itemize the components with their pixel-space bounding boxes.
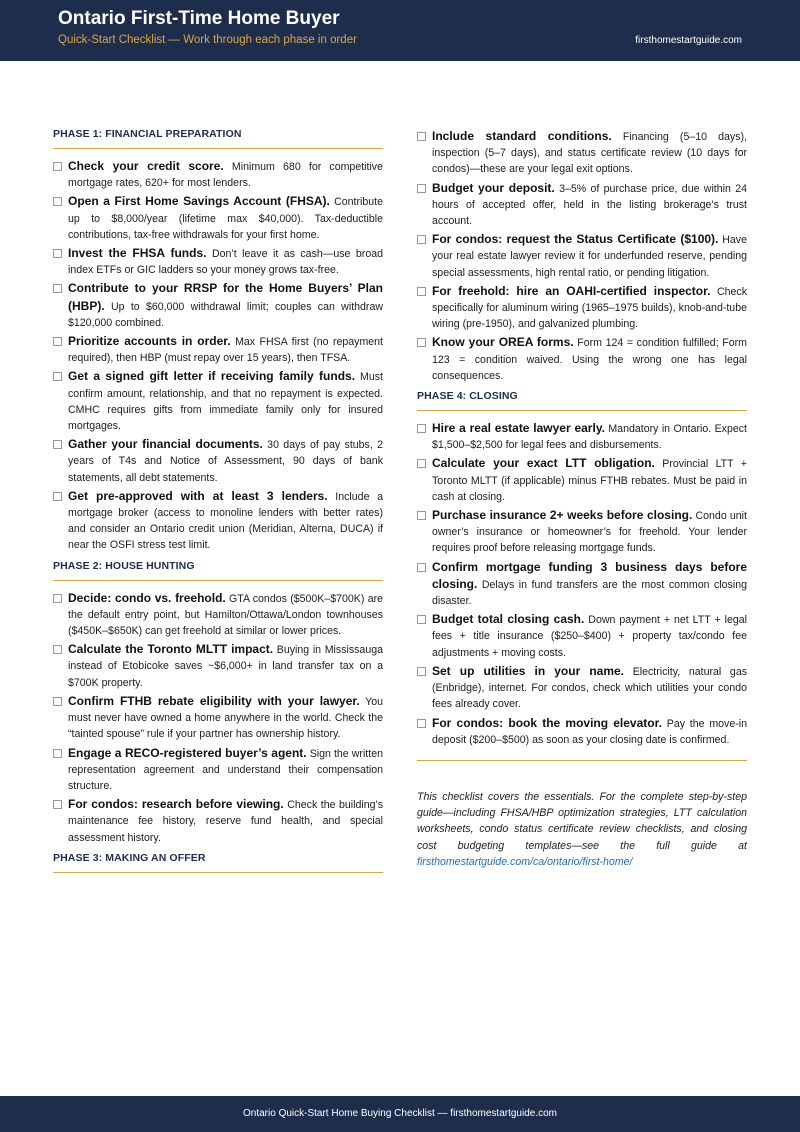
checklist-item [417,611,747,661]
item-text: Max FHSA first (no repayment required), then HBP (must repay over 15 years), then TFSA. [68,336,383,365]
checkbox[interactable] [53,749,62,758]
item-text: Up to $60,000 withdrawal limit; couples can withdraw $120,000 combined. [68,300,383,329]
footer [0,1096,800,1132]
item-text: Have your real estate lawyer review it for underfunded reserve, pending special assessments, high rental ratio, or pending litigation. [432,234,747,279]
phase-title: PHASE 1: FINANCIAL PREPARATION [53,128,383,149]
phase-3-items-section [417,128,747,384]
checklist-item [417,559,747,610]
checklist-item [417,231,747,281]
checkbox[interactable] [53,284,62,293]
item-lead: For condos: request the Status Certificate ($100). [432,232,719,247]
item-lead: Decide: condo vs. freehold. [68,590,226,605]
checklist-item [417,420,747,453]
closing-note-text: This checklist covers the essentials. For the complete step-by-step guide—including FHSA/HBP optimization strategies, LTT calculation worksheets, condo status certificate review checklists, and closing cost budgeting templates—see the full guide at [417,790,747,852]
checklist [53,590,383,846]
item-text: Check the building’s maintenance fee history, reserve fund health, and special assessment history. [68,799,384,844]
checklist-item [53,488,383,554]
item-lead: Calculate the Toronto MLTT impact. [68,642,274,657]
section-divider [417,760,747,761]
item-text: 3–5% of purchase price, due within 24 hours of accepted offer, held in the listing brokerage’s trust account. [432,182,747,228]
item-text: Contribute up to $8,000/year (lifetime max $40,000). Tax-deductible contributions, tax-free withdrawals for your first home. [68,196,383,241]
checkbox[interactable] [53,337,62,346]
item-lead: Budget total closing cash. [432,612,585,627]
item-text: Financing (5–10 days), inspection (5–7 days), and status certificate review (10 days for condos)—these are your legal exit options. [432,131,747,176]
left-column [53,128,383,882]
checkbox[interactable] [417,511,426,520]
item-lead: Get a signed gift letter if receiving family funds. [68,369,356,384]
footer-text: Ontario Quick-Start Home Buying Checklist — firsthomestartguide.com [243,1108,557,1119]
item-text: Don’t leave it as cash—use broad index ETFs or GIC ladders so your money grows tax-free. [68,248,384,277]
item-lead: Calculate your exact LTT obligation. [432,456,655,471]
item-lead: Get pre-approved with at least 3 lenders. [68,488,328,503]
item-lead: Check your credit score. [68,159,224,173]
checkbox[interactable] [53,440,62,449]
item-lead: Include standard conditions. [432,129,612,143]
item-text: Sign the written representation agreement and understand their compensation structure. [68,747,383,792]
item-text: Minimum 680 for competitive mortgage rates, 620+ for most lenders. [68,161,383,190]
checkbox[interactable] [53,697,62,706]
item-text: 30 days of pay stubs, 2 years of T4s and Notice of Assessment, 90 days of bank statements, all debt statements. [68,439,383,484]
checkbox[interactable] [417,132,426,141]
header-site-link[interactable]: firsthomestartguide.com [635,35,742,46]
checklist-item [53,590,383,640]
closing-note [417,789,747,870]
checkbox[interactable] [53,249,62,258]
phase-title: PHASE 2: HOUSE HUNTING [53,560,383,581]
checkbox[interactable] [417,287,426,296]
item-text: Delays in fund transfers are the most common closing disaster. [432,578,747,608]
item-text: Check specifically for aluminum wiring (1965–1975 builds), knob-and-tube wiring (pre-1950), and galvanized plumbing. [432,285,747,331]
item-lead: Engage a RECO-registered buyer’s agent. [68,745,307,760]
item-lead: Confirm mortgage funding 3 business days before closing. [432,559,747,591]
checklist-item [53,368,383,434]
checklist-item [417,663,747,713]
checkbox[interactable] [53,492,62,501]
phase-3-heading-section [53,852,383,873]
checklist-item [417,507,747,557]
checklist-item [53,158,383,191]
checklist-item [53,280,383,331]
item-lead: Hire a real estate lawyer early. [432,421,605,436]
item-text: Must confirm amount, relationship, and that no repayment is expected. CMHC requires gifts from immediate family only for insured mortgages. [68,371,383,433]
right-column [417,128,747,870]
item-text: Mandatory in Ontario. Expect $1,500–$2,500 for legal fees and disbursements. [432,423,747,452]
phase-title: PHASE 4: CLOSING [417,390,747,411]
item-lead: For condos: research before viewing. [68,797,284,812]
checkbox[interactable] [53,162,62,171]
item-lead: For condos: book the moving elevator. [432,715,662,730]
checkbox[interactable] [53,197,62,206]
page-subtitle: Quick-Start Checklist — Work through each phase in order [58,34,357,46]
item-text: Condo unit owner’s insurance or homeowner’s for freehold. Your lender requires proof before releasing mortgage funds. [432,510,747,555]
item-lead: Prioritize accounts in order. [68,334,231,349]
item-text: Electricity, natural gas (Enbridge), internet. For condos, check which utilities your condo fees already cover. [432,665,748,711]
item-lead: Confirm FTHB rebate eligibility with your lawyer. [68,693,360,708]
checkbox[interactable] [417,459,426,468]
item-text: You must never have owned a home anywhere in the world. Check the “tainted spouse” rule if your partner has ownership history. [68,695,383,741]
checklist-item [53,796,383,846]
checklist-item [53,641,383,691]
checklist-item [53,436,383,486]
checkbox[interactable] [53,594,62,603]
checklist-item [53,693,383,743]
phase-4-section [417,390,747,748]
phase-title: PHASE 3: MAKING AN OFFER [53,852,383,873]
checklist-item [417,180,747,230]
checklist [417,128,747,384]
checklist [417,420,747,748]
item-text: Pay the move-in deposit ($200–$500) as soon as your closing date is confirmed. [432,717,747,746]
item-lead: Purchase insurance 2+ weeks before closing. [432,508,693,523]
item-text: Buying in Mississauga instead of Etobicoke saves ~$6,000+ in land transfer tax on a $700K property. [68,644,384,689]
item-lead: Contribute to your RRSP for the Home Buyers’ Plan (HBP). [68,281,383,313]
item-text: GTA condos ($500K–$700K) are the default entry point, but Hamilton/Ottawa/London townhouses ($450K–$650K) can get freehold at similar or lower prices. [68,592,384,638]
checkbox[interactable] [53,372,62,381]
checklist-item [417,334,747,384]
item-lead: Invest the FHSA funds. [68,246,207,261]
item-lead: Set up utilities in your name. [432,663,625,678]
item-text: Down payment + net LTT + legal fees + title insurance ($250–$400) + property tax/condo fee adjustments + moving costs. [432,614,747,659]
phase-2-section [53,560,383,846]
checklist-item [417,283,747,333]
checkbox[interactable] [417,719,426,728]
item-lead: Budget your deposit. [432,180,555,195]
checklist-item [417,128,747,178]
checklist-item [417,715,747,748]
checkbox[interactable] [53,645,62,654]
item-lead: Open a First Home Savings Account (FHSA). [68,194,330,209]
checklist-item [53,333,383,366]
item-lead: Gather your financial documents. [68,437,263,452]
guide-link[interactable]: firsthomestartguide.com/ca/ontario/first-home/ [417,855,633,868]
checkbox[interactable] [53,800,62,809]
item-text: Provincial LTT + Toronto MLTT (if applicable) minus FTHB rebates. Must be paid in cash at closing. [432,458,747,503]
checkbox[interactable] [417,424,426,433]
checkbox[interactable] [417,615,426,624]
item-lead: For freehold: hire an OAHI-certified inspector. [432,283,711,298]
item-text: Form 124 = condition fulfilled; Form 123 = condition waived. Using the wrong one has legal consequences. [432,337,747,382]
checkbox[interactable] [417,338,426,347]
checklist-item [53,193,383,243]
checklist [53,158,383,554]
page-title: Ontario First-Time Home Buyer [58,8,340,29]
checkbox[interactable] [417,667,426,676]
checkbox[interactable] [417,563,426,572]
checkbox[interactable] [417,184,426,193]
item-text: Include a mortgage broker (access to monoline lenders with better rates) and consider an Ontario credit union (Meridian, Alterna, DUCA) if near the OSFI stress test limit. [68,490,383,552]
checklist-item [53,745,383,795]
item-lead: Know your OREA forms. [432,335,574,350]
header-banner [0,0,800,61]
checkbox[interactable] [417,235,426,244]
phase-1-section [53,128,383,554]
checklist-item [53,245,383,278]
checklist-item [417,455,747,505]
